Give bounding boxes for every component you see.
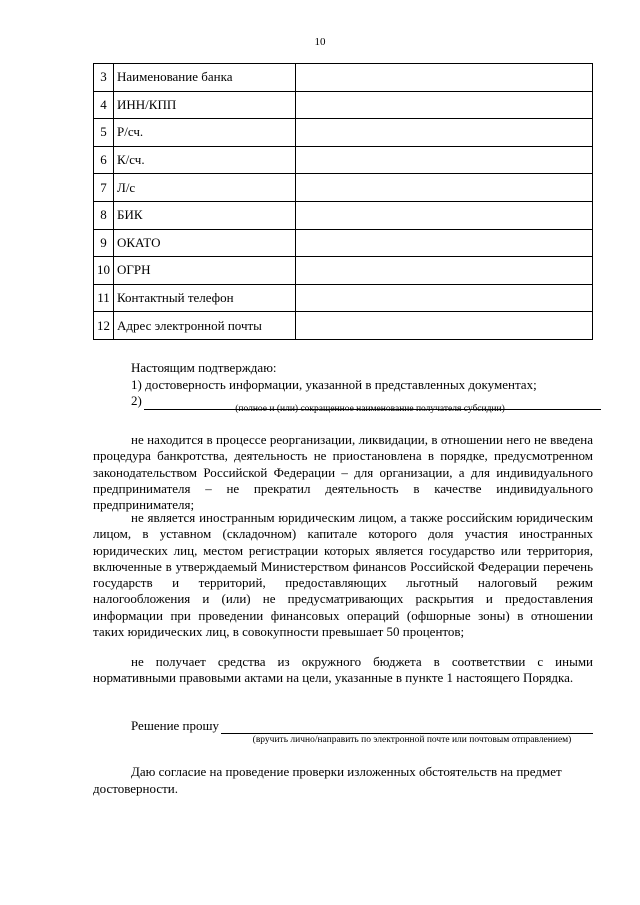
bank-details-table: [93, 63, 593, 340]
table-row: [94, 119, 593, 147]
recipient-name-caption: (полное и (или) сокращенное наименование получателя субсидии): [235, 404, 505, 414]
row-number: 10: [94, 257, 114, 285]
paragraph-foreign-entity: [93, 510, 593, 640]
paragraph-reorganization-text: не находится в процессе реорганизации, ликвидации, в отношении него не введена процедура банкротства, деятельность не приостановлена в порядке, предусмотренном законодательством Российской Федерации – для организации, а для индивидуального предпринимателя – не прекратил деятельность в качестве индивидуального предпринимателя;: [93, 432, 593, 513]
confirmation-item-1: 1) достоверность информации, указанной в представленных документах;: [131, 376, 537, 392]
row-value[interactable]: [296, 229, 593, 257]
row-number: 4: [94, 91, 114, 119]
paragraph-reorganization: [93, 432, 593, 513]
row-number: 9: [94, 229, 114, 257]
row-label: Адрес электронной почты: [114, 312, 296, 340]
row-label: Наименование банка: [114, 64, 296, 92]
row-value[interactable]: [296, 312, 593, 340]
row-value[interactable]: [296, 174, 593, 202]
row-value[interactable]: [296, 146, 593, 174]
row-number: 5: [94, 119, 114, 147]
decision-row: [131, 718, 593, 734]
table-row: [94, 284, 593, 312]
decision-label: Решение прошу: [131, 718, 220, 733]
confirmation-heading: Настоящим подтверждаю:: [131, 360, 277, 375]
table-row: [94, 91, 593, 119]
row-number: 7: [94, 174, 114, 202]
row-label: ОГРН: [114, 257, 296, 285]
row-number: 3: [94, 64, 114, 92]
row-label: Р/сч.: [114, 119, 296, 147]
row-number: 8: [94, 201, 114, 229]
paragraph-foreign-entity-text: не является иностранным юридическим лицом, а также российским юридическим лицом, в уставном (складочном) капитале которого доля участия иностранных юридических лиц, местом регистрации которых является государство или территория, включенные в утверждаемый Министерством финансов Российской Федерации перечень государств и территорий, предоставляющих льготный налоговый режим налогообложения и (или) не предусматривающих раскрытия и предоставления информации при проведении финансовых операций (офшорные зоны) в отношении таких юридических лиц, в совокупности превышает 50 процентов;: [93, 510, 593, 640]
row-value[interactable]: [296, 284, 593, 312]
page-number: 10: [314, 36, 326, 48]
row-value[interactable]: [296, 64, 593, 92]
row-label: Контактный телефон: [114, 284, 296, 312]
table-row: [94, 174, 593, 202]
table-row: [94, 312, 593, 340]
row-number: 6: [94, 146, 114, 174]
consent-paragraph: [93, 764, 593, 797]
row-label: ОКАТО: [114, 229, 296, 257]
decision-line[interactable]: [221, 720, 593, 734]
row-value[interactable]: [296, 201, 593, 229]
paragraph-budget-funds-text: не получает средства из окружного бюджета в соответствии с иными нормативными правовыми актами на цели, указанные в пункте 1 настоящего Порядка.: [93, 654, 593, 686]
row-value[interactable]: [296, 91, 593, 119]
consent-text: Даю согласие на проведение проверки изложенных обстоятельств на предмет достоверности.: [93, 764, 562, 796]
table-row: [94, 146, 593, 174]
row-value[interactable]: [296, 119, 593, 147]
row-label: К/сч.: [114, 146, 296, 174]
row-value[interactable]: [296, 257, 593, 285]
row-label: ИНН/КПП: [114, 91, 296, 119]
row-number: 11: [94, 284, 114, 312]
table-row: [94, 229, 593, 257]
decision-caption: (вручить лично/направить по электронной почте или почтовым отправлением): [252, 735, 572, 745]
row-label: Л/с: [114, 174, 296, 202]
table-row: [94, 64, 593, 92]
row-number: 12: [94, 312, 114, 340]
table-row: [94, 257, 593, 285]
confirmation-item-2-prefix: 2): [131, 393, 142, 408]
table-row: [94, 201, 593, 229]
row-label: БИК: [114, 201, 296, 229]
paragraph-budget-funds: [93, 654, 593, 687]
confirmation-block: [131, 360, 601, 410]
